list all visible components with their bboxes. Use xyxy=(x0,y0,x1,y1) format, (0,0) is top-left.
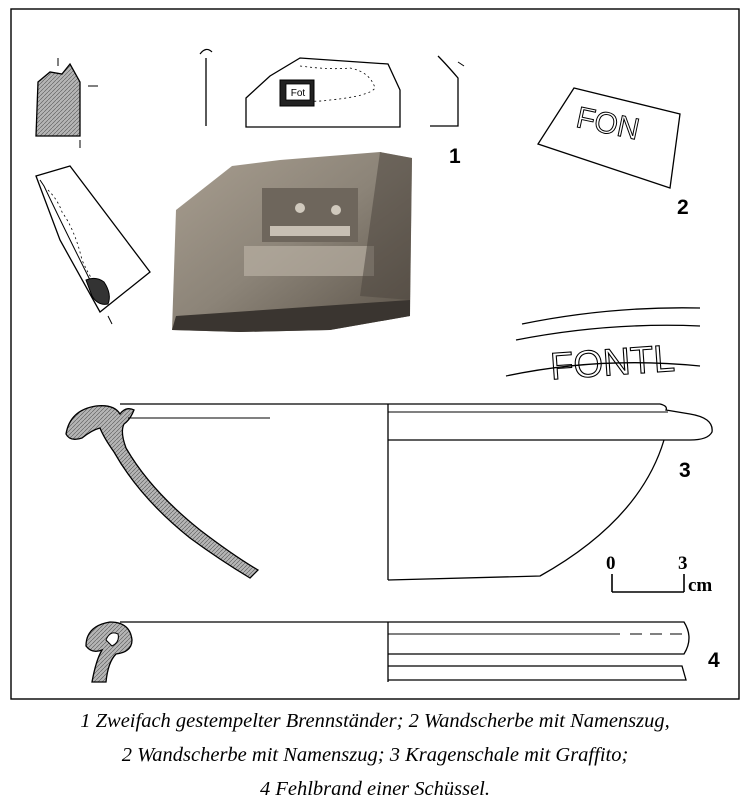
scale-label-unit: cm xyxy=(688,575,713,596)
graffito-arcs xyxy=(506,308,700,389)
fig3-section xyxy=(66,406,258,578)
figure-caption xyxy=(0,704,750,806)
stamp-text: Fot xyxy=(290,88,306,99)
label-fig-4: 4 xyxy=(708,649,720,672)
figure-4-misfired-dish xyxy=(86,622,689,682)
label-fig-1: 1 xyxy=(449,145,461,168)
caption-line-2: 2 Wandscherbe mit Namenszug; 3 Kragenschale mit Graffito; xyxy=(121,744,629,766)
sherd-inscription: FON xyxy=(573,101,643,147)
scale-label-zero: 0 xyxy=(606,553,616,574)
label-fig-3: 3 xyxy=(679,459,691,482)
figure-2-wall-sherd xyxy=(538,88,680,188)
scale-bar xyxy=(612,574,684,592)
caption-line-1: 1 Zweifach gestempelter Brennständer; 2 Wandscherbe mit Namenszug, xyxy=(80,710,670,732)
label-fig-2: 2 xyxy=(677,196,689,219)
fig4-section xyxy=(86,622,132,682)
scale-label-three: 3 xyxy=(678,553,688,574)
fig1-section-small xyxy=(36,64,80,136)
graffito-inscription: FONTL xyxy=(548,337,677,389)
fig1-top-view xyxy=(246,58,400,127)
figure-1-kiln-stand xyxy=(36,49,464,332)
caption-line-3: 4 Fehlbrand einer Schüssel. xyxy=(259,778,490,800)
